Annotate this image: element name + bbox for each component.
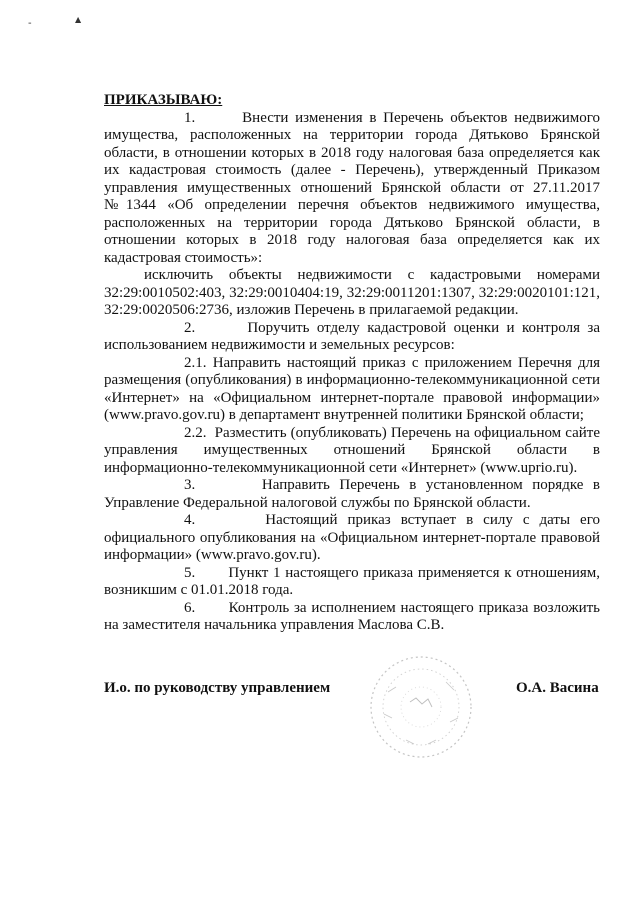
paragraph-number: 5.: [184, 564, 196, 581]
paragraph-number: 6.: [184, 599, 196, 616]
paragraph-text: Пункт 1 настоящего приказа применяется к отношениям, возникшим с 01.01.2018 года.: [104, 564, 600, 598]
paragraph-2-1: [104, 355, 600, 425]
paragraph-number: 1.: [184, 109, 196, 126]
official-stamp-icon: [366, 652, 476, 762]
paragraph-4: [104, 512, 600, 565]
paragraph-3: [104, 477, 600, 512]
paragraph-text: Поручить отделу кадастровой оценки и контроля за использованием недвижимости и земельных ресурсов:: [104, 319, 600, 353]
signatory-position: И.о. по руководству управлением: [104, 680, 331, 696]
paragraph-number: 2.2.: [184, 424, 207, 441]
paragraph-number: 2.: [184, 319, 196, 336]
paragraph-text: исключить объекты недвижимости с кадастровыми номерами 32:29:0010502:403, 32:29:0010404:19, 32:29:0011201:1307, 32:29:0020101:121, 32:29:0020506:2736, изложив Перечень в прилагаемой редакции.: [104, 267, 600, 318]
order-body: [104, 92, 600, 635]
paragraph-text: Направить Перечень в установленном порядке в Управление Федеральной налоговой службы по Брянской области.: [104, 477, 601, 511]
paragraph-text: Настоящий приказ вступает в силу с даты его официального опубликования на «Официальном интернет-портале правовой информации» (www.pravo.gov.ru).: [104, 512, 600, 563]
paragraph-2: [104, 320, 600, 355]
paragraph-5: [104, 565, 600, 600]
paragraph-number: 3.: [184, 477, 196, 493]
paragraph-text: Контроль за исполнением настоящего приказа возложить на заместителя начальника управления Маслова С.В.: [104, 599, 600, 633]
signatory-name: О.А. Васина: [516, 680, 599, 696]
corner-dash-mark: -: [28, 18, 32, 29]
paragraph-6: [104, 600, 600, 635]
paragraph-text: Внести изменения в Перечень объектов недвижимого имущества, расположенных на территории города Дятьково Брянской области, в отношении которых в 2018 году налоговая база определяется как их кадастровая стоимость (далее - Перечень), утвержденный Приказом управления имущественных отношений Брянской области от 27.11.2017 №1344 «Об определении перечня объектов недвижимого имущества, расположенных на территории города Дятьково Брянской области, в отношении которых в 2018 году налоговая база определяется как их кадастровая стоимость»:: [104, 109, 601, 266]
order-heading: ПРИКАЗЫВАЮ:: [104, 92, 223, 108]
paragraph-1: [104, 110, 600, 268]
paragraph-1-exclusion: [104, 267, 600, 320]
paragraph-text: Направить настоящий приказ с приложением Перечня для размещения (опубликования) в информационно-телекоммуникационной сети «Интернет» на «Официальном интернет-портале правовой информации» (www.pravo.gov.ru) в департамент внутренней политики Брянской области;: [104, 354, 601, 423]
paragraph-2-2: [104, 425, 600, 478]
paragraph-text: Разместить (опубликовать) Перечень на официальном сайте управления имущественных отношений Брянской области в информационно-телекоммуникационной сети «Интернет» (www.uprio.ru).: [104, 424, 600, 476]
paragraph-number: 2.1.: [184, 354, 207, 371]
paragraph-number: 4.: [184, 512, 196, 528]
corner-triangle-mark: ▲: [75, 15, 82, 24]
